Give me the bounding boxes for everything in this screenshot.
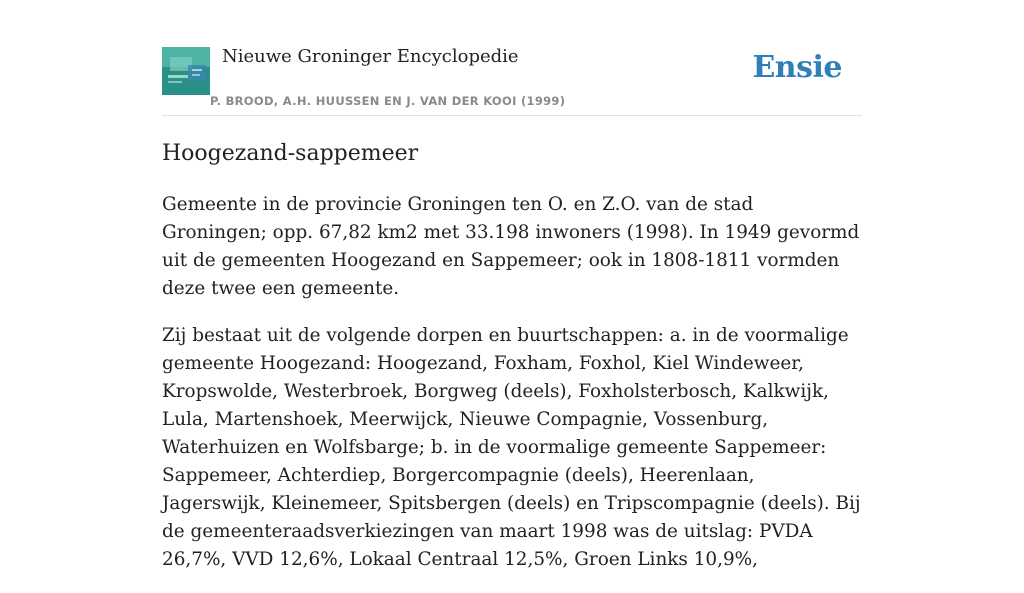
ensie-logo[interactable]: Ensie [752,50,842,85]
article-paragraph: Zij bestaat uit de volgende dorpen en buurtschappen: a. in de voormalige gemeente Hoogezand: Hoogezand, Foxham, Foxhol, Kiel Windeweer, Kropswolde, Westerbroek, Borgweg (deels), Foxholsterbosch, Kalkwijk, Lula, Martenshoek, Meerwijck, Nieuwe Compagnie, Vossenburg, Waterhuizen en Wolfsbarge; b. in de voormalige gemeente Sappemeer: Sappemeer, Achterdiep, Borgercompagnie (deels), Heerenlaan, Jagerswijk, Kleinemeer, Spitsbergen (deels) en Tripscompagnie (deels). Bij de gemeenteraadsverkiezingen van maart 1998 was de uitslag: PVDA 26,7%, VVD 12,6%, Lokaal Centraal 12,5%, Groen Links 10,9%, [162,325,861,570]
source-cover-thumbnail[interactable] [162,47,210,95]
article [162,138,862,593]
source-authors: P. BROOD, A.H. HUUSSEN EN J. VAN DER KOOI (1999) [210,94,566,108]
source-title[interactable]: Nieuwe Groninger Encyclopedie [222,46,519,67]
article-paragraph: Gemeente in de provincie Groningen ten O. en Z.O. van de stad Groningen; opp. 67,82 km2 met 33.198 inwoners (1998). In 1949 gevormd uit de gemeenten Hoogezand en Sappemeer; ook in 1808-1811 vormden deze twee een gemeente. [162,194,860,299]
page-title: Hoogezand-sappemeer [162,141,419,166]
source-header [162,40,862,116]
book-cover-icon [162,47,210,95]
